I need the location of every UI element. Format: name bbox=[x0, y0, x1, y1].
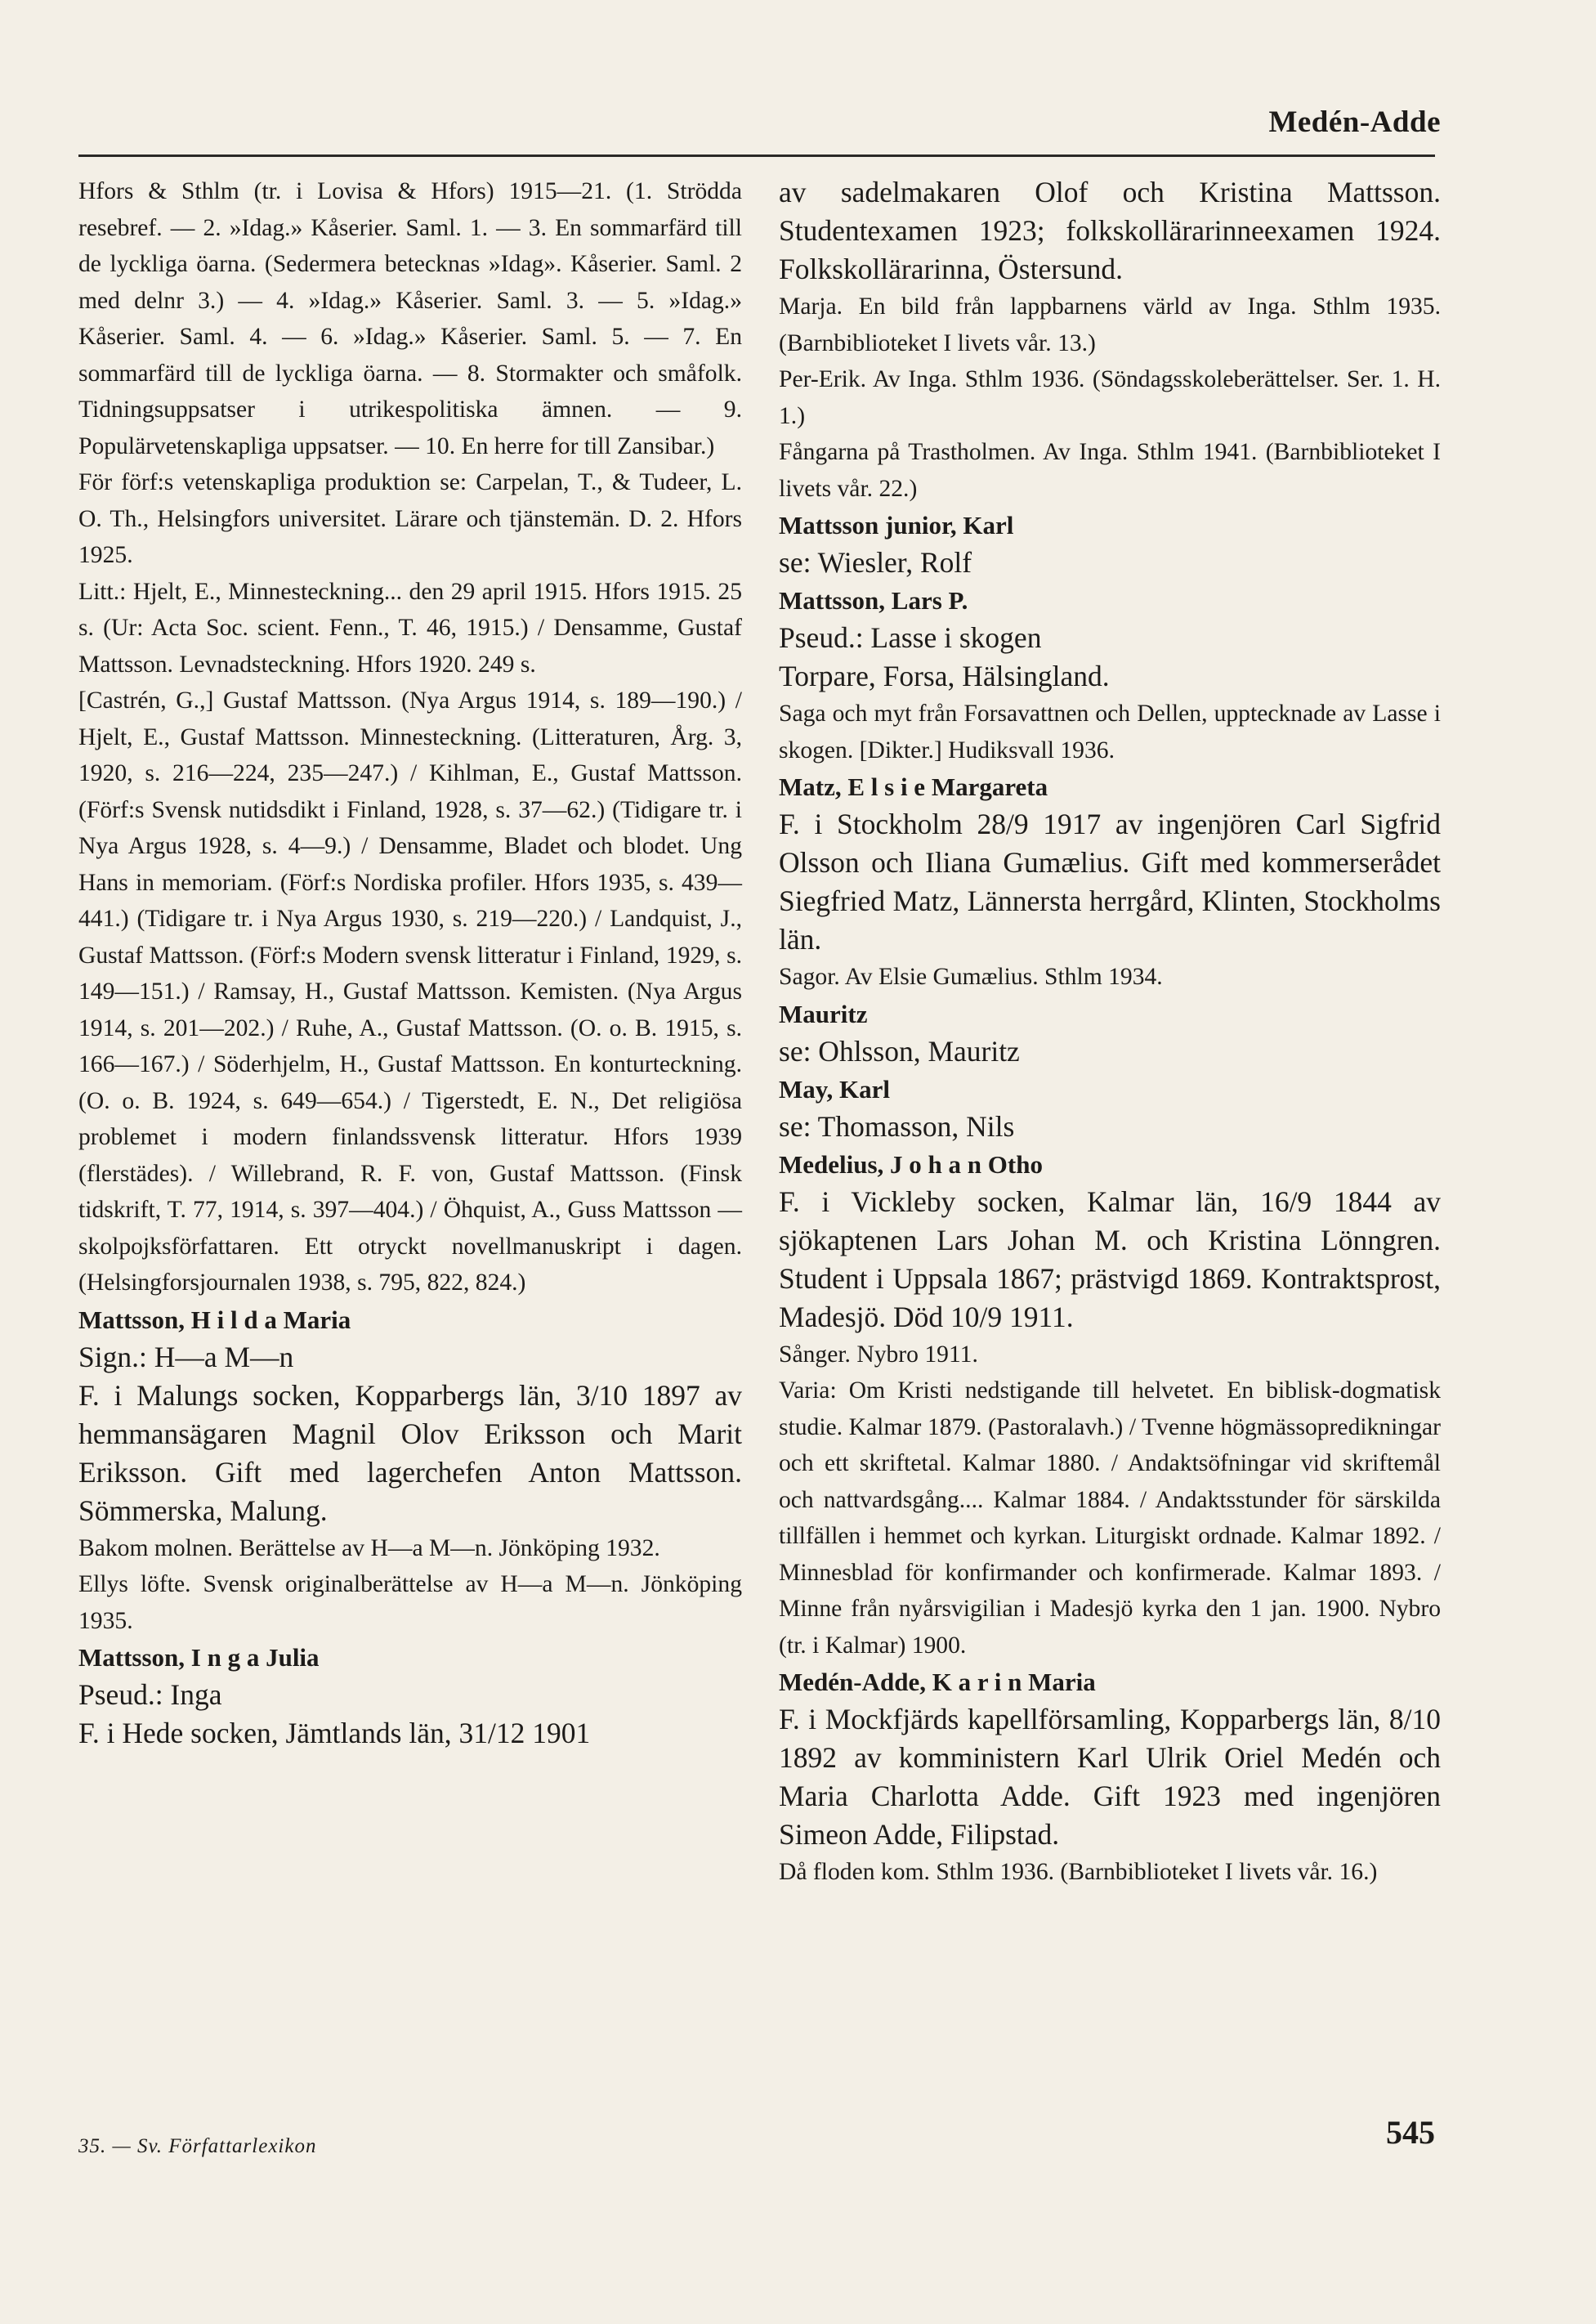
page-number: 545 bbox=[1386, 2114, 1435, 2151]
entry-heading: Medelius, J o h a n Otho bbox=[779, 1149, 1043, 1179]
right-column bbox=[779, 173, 1441, 1891]
entry-text: Pseud.: Lasse i skogen bbox=[779, 621, 1042, 654]
entry-text: Pseud.: Inga bbox=[78, 1678, 222, 1711]
entry-bibliography: Hfors & Sthlm (tr. i Lovisa & Hfors) 1915—21. (1. Strödda resebref. — 2. »Idag.» Kåserier. Saml. 1. — 3. En sommarfärd till de lyckliga öarna. (Sedermera betecknas »Idag». Kåserier. Saml. 2 med delnr 3.) — 4. »Idag.» Kåserier. Saml. 3. — 5. »Idag.» Kåserier. Saml. 4. — 6. »Idag.» Kåserier. Saml. 5. — 7. En sommarfärd till de lyckliga öarna. — 8. Stormakter och småfolk. Tidningsuppsatser i utrikespolitiska ämnen. — 9. Populärvetenskapliga uppsatser. — 10. En herre for till Zansibar.) bbox=[78, 178, 742, 459]
entry-bibliography: [Castrén, G.,] Gustaf Mattsson. (Nya Argus 1914, s. 189—190.) / Hjelt, E., Gustaf Mattsson. Minnesteckning. (Litteraturen, Årg. 3, 1920, s. 216—224, 235—247.) / Kihlman, E., Gustaf Mattsson. (Förf:s Svensk nutidsdikt i Finland, 1928, s. 37—62.) (Tidigare tr. i Nya Argus 1928, s. 4—9.) / Densamme, Bladet och blodet. Ung Hans in memoriam. (Förf:s Nordiska profiler. Hfors 1935, s. 439—441.) (Tidigare tr. i Nya Argus 1930, s. 219—220.) / Landquist, J., Gustaf Mattsson. (Förf:s Modern svensk litteratur i Finland, 1929, s. 149—151.) / Ramsay, H., Gustaf Mattsson. Kemisten. (Nya Argus 1914, s. 201—202.) / Ruhe, A., Gustaf Mattsson. (O. o. B. 1915, s. 166—167.) / Söderhjelm, H., Gustaf Mattsson. En konturteckning. (O. o. B. 1924, s. 649—654.) / Tigerstedt, E. N., Det religiösa problemet i modern finlandssvensk litteratur. Hfors 1939 (flerstädes). / Willebrand, R. F. von, Gustaf Mattsson. (Finsk tidskrift, T. 77, 1914, s. 397—404.) / Öhquist, A., Guss Mattsson — skolpojksförfattaren. Ett otryckt novellmanuskript i dagen. (Helsingforsjournalen 1938, s. 795, 822, 824.) bbox=[78, 687, 742, 1296]
entry-bibliography: Ellys löfte. Svensk originalberättelse av H—a M—n. Jönköping 1935. bbox=[78, 1571, 742, 1634]
entry-bibliography: Bakom molnen. Berättelse av H—a M—n. Jönköping 1932. bbox=[78, 1534, 660, 1561]
running-head: Medén-Adde bbox=[1268, 105, 1441, 139]
entry-bibliography: För förf:s vetenskapliga produktion se: Carpelan, T., & Tudeer, L. O. Th., Helsingfors universitet. Lärare och tjänstemän. D. 2. Hfors 1925. bbox=[78, 469, 742, 568]
entry-bibliography: Saga och myt från Forsavattnen och Dellen, upptecknade av Lasse i skogen. [Dikter.] Hudiksvall 1936. bbox=[779, 701, 1441, 763]
entry-bibliography: Marja. En bild från lappbarnens värld av Inga. Sthlm 1935. (Barnbiblioteket I livets vår. 13.) bbox=[779, 293, 1441, 356]
left-column bbox=[78, 173, 742, 1753]
header-rule bbox=[78, 154, 1435, 157]
entry-bibliography: Då floden kom. Sthlm 1936. (Barnbiblioteket I livets vår. 16.) bbox=[779, 1859, 1378, 1885]
entry-heading: Mattsson, Lars P. bbox=[779, 586, 968, 615]
entry-heading: Mattsson, I n g a Julia bbox=[78, 1643, 320, 1672]
entry-heading: May, Karl bbox=[779, 1074, 891, 1104]
entry-heading: Mauritz bbox=[779, 999, 868, 1028]
entry-text: F. i Stockholm 28/9 1917 av ingenjören Carl Sigfrid Olsson och Iliana Gumælius. Gift med kommerserådet Siegfried Matz, Lännersta herrgård, Klinten, Stockholms län. bbox=[779, 808, 1441, 956]
entry-heading: Mattsson, H i l d a Maria bbox=[78, 1305, 351, 1334]
entry-bibliography: Varia: Om Kristi nedstigande till helvetet. En biblisk-dogmatisk studie. Kalmar 1879. (Pastoralavh.) / Tvenne högmässopredikningar och ett skriftetal. Kalmar 1880. / Andaktsöfningar vid skriftemål och nattvardsgång.... Kalmar 1884. / Andaktsstunder för särskilda tillfällen i hemmet och kyrkan. Liturgiskt ordnade. Kalmar 1892. / Minnesblad för konfirmander och konfirmerade. Kalmar 1893. / Minne från nyårsvigilian i Madesjö kyrka den 1 jan. 1900. Nybro (tr. i Kalmar) 1900. bbox=[779, 1377, 1441, 1659]
entry-text: Sign.: H—a M—n bbox=[78, 1340, 294, 1373]
entry-heading: Mattsson junior, Karl bbox=[779, 511, 1014, 540]
entry-text: se: Ohlsson, Mauritz bbox=[779, 1034, 1020, 1068]
entry-text: se: Thomasson, Nils bbox=[779, 1109, 1015, 1143]
entry-text: Torpare, Forsa, Hälsingland. bbox=[779, 660, 1110, 692]
entry-bibliography: Sagor. Av Elsie Gumælius. Sthlm 1934. bbox=[779, 964, 1163, 990]
footer-signature: 35. — Sv. Författarlexikon bbox=[78, 2135, 317, 2157]
entry-bibliography: Per-Erik. Av Inga. Sthlm 1936. (Söndagsskoleberättelser. Ser. 1. H. 1.) bbox=[779, 366, 1441, 429]
entry-text: F. i Vickleby socken, Kalmar län, 16/9 1844 av sjökaptenen Lars Johan M. och Kristina Lönngren. Student i Uppsala 1867; prästvigd 1869. Kontraktsprost, Madesjö. Död 10/9 1911. bbox=[779, 1184, 1441, 1333]
entry-text: F. i Malungs socken, Kopparbergs län, 3/10 1897 av hemmansägaren Magnil Olov Eriksson och Marit Eriksson. Gift med lagerchefen Anton Mattsson. Sömmerska, Malung. bbox=[78, 1378, 742, 1527]
entry-heading: Medén-Adde, K a r i n Maria bbox=[779, 1668, 1096, 1696]
entry-text: F. i Mockfjärds kapellförsamling, Kopparbergs län, 8/10 1892 av komministern Karl Ulrik Oriel Medén och Maria Charlotta Adde. Gift 1923 med ingenjören Simeon Adde, Filipstad. bbox=[779, 1703, 1441, 1851]
entry-bibliography: Fångarna på Trastholmen. Av Inga. Sthlm 1941. (Barnbiblioteket I livets vår. 22.) bbox=[779, 439, 1441, 502]
entry-text: se: Wiesler, Rolf bbox=[779, 546, 972, 579]
entry-text: av sadelmakaren Olof och Kristina Mattsson. Studentexamen 1923; folkskollärarinneexamen 1924. Folkskollärarinna, Östersund. bbox=[779, 176, 1441, 285]
entry-bibliography: Litt.: Hjelt, E., Minnesteckning... den 29 april 1915. Hfors 1915. 25 s. (Ur: Acta Soc. scient. Fenn., T. 46, 1915.) / Densamme, Gustaf Mattsson. Levnadsteckning. Hfors 1920. 249 s. bbox=[78, 578, 742, 678]
entry-bibliography: Sånger. Nybro 1911. bbox=[779, 1341, 978, 1368]
entry-heading: Matz, E l s i e Margareta bbox=[779, 772, 1048, 801]
entry-text: F. i Hede socken, Jämtlands län, 31/12 1901 bbox=[78, 1717, 591, 1749]
